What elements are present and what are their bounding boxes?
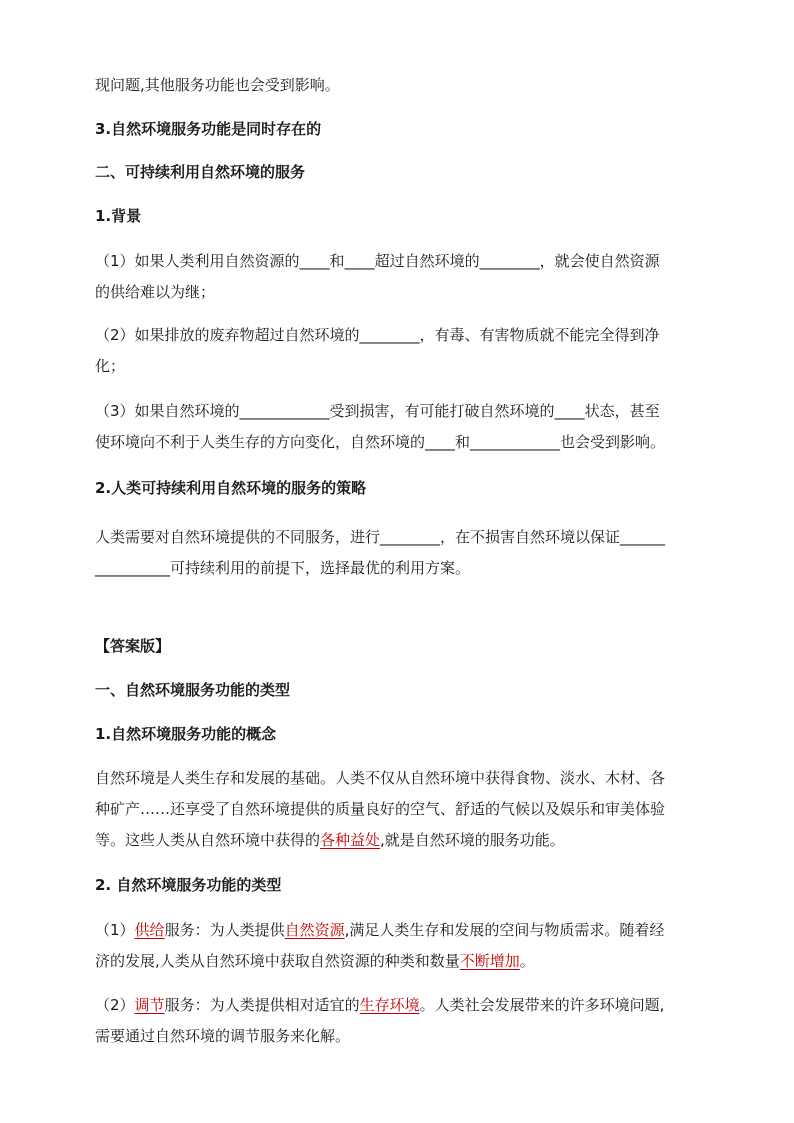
fill-blank[interactable]: ________ — [380, 528, 441, 546]
bg-item-2-line-1: （2）如果排放的废弃物超过自然环境的________，有毒、有害物质就不能完全得到净 — [95, 326, 660, 344]
regulate-line-2: 需要通过自然环境的调节服务来化解。 — [95, 1027, 351, 1045]
heading-coexist: 3.自然环境服务功能是同时存在的 — [95, 120, 322, 138]
concept-line-1: 自然环境是人类生存和发展的基础。人类不仅从自然环境中获得食物、淡水、木材、各 — [95, 769, 666, 787]
answer-text: 调节 — [134, 996, 165, 1014]
section-title-sustainable: 二、可持续利用自然环境的服务 — [95, 163, 306, 181]
heading-concept: 1.自然环境服务功能的概念 — [95, 725, 277, 743]
paragraph-fragment: 现问题,其他服务功能也会受到影响。 — [95, 76, 340, 94]
bg-item-3-line-2: 使环境向不利于人类生存的方向变化，自然环境的____和____________也会受到影响。 — [95, 433, 666, 451]
fill-blank[interactable]: ____________ — [239, 402, 330, 420]
strategy-line-2: __________可持续利用的前提下，选择最优的利用方案。 — [95, 559, 471, 577]
answer-version-tag: 【答案版】 — [95, 637, 171, 655]
regulate-line-1: （2）调节服务：为人类提供相对适宜的生存环境。人类社会发展带来的许多环境问题, — [95, 996, 665, 1014]
concept-line-3: 等。这些人类从自然环境中获得的各种益处,就是自然环境的服务功能。 — [95, 831, 565, 849]
heading-background: 1.背景 — [95, 207, 142, 225]
fill-blank[interactable]: ____ — [299, 252, 330, 270]
heading-types: 2. 自然环境服务功能的类型 — [95, 876, 282, 894]
bg-item-3-line-1: （3）如果自然环境的____________受到损害，有可能打破自然环境的____状态，甚至 — [95, 402, 660, 420]
heading-strategy: 2.人类可持续利用自然环境的服务的策略 — [95, 479, 367, 497]
bg-item-1-line-1: （1）如果人类利用自然资源的____和____超过自然环境的________，就会使自然资源 — [95, 252, 660, 270]
fill-blank[interactable]: ____ — [554, 402, 585, 420]
answer-text: 不断增加 — [459, 952, 520, 970]
answer-text: 各种益处 — [320, 831, 381, 849]
fill-blank[interactable]: __________ — [95, 559, 170, 577]
fill-blank[interactable]: ________ — [479, 252, 540, 270]
answer-text: 供给 — [134, 921, 165, 939]
fill-blank[interactable]: ____ — [425, 433, 456, 451]
supply-line-2: 济的发展,人类从自然环境中获取自然资源的种类和数量不断增加。 — [95, 952, 535, 970]
answer-text: 生存环境 — [359, 996, 420, 1014]
fill-blank[interactable]: ____________ — [470, 433, 561, 451]
concept-line-2: 种矿产……还享受了自然环境提供的质量良好的空气、舒适的气候以及娱乐和审美体验 — [95, 800, 666, 818]
answer-text: 自然资源 — [284, 921, 345, 939]
bg-item-1-line-2: 的供给难以为继； — [95, 283, 216, 301]
fill-blank[interactable]: ____ — [344, 252, 375, 270]
supply-line-1: （1）供给服务：为人类提供自然资源,满足人类生存和发展的空间与物质需求。随着经 — [95, 921, 665, 939]
bg-item-2-line-2: 化； — [95, 357, 126, 375]
fill-blank[interactable]: ______ — [620, 528, 666, 546]
answer-section-title: 一、自然环境服务功能的类型 — [95, 681, 291, 699]
fill-blank[interactable]: ________ — [359, 326, 420, 344]
strategy-line-1: 人类需要对自然环境提供的不同服务，进行________，在不损害自然环境以保证______ — [95, 528, 666, 546]
